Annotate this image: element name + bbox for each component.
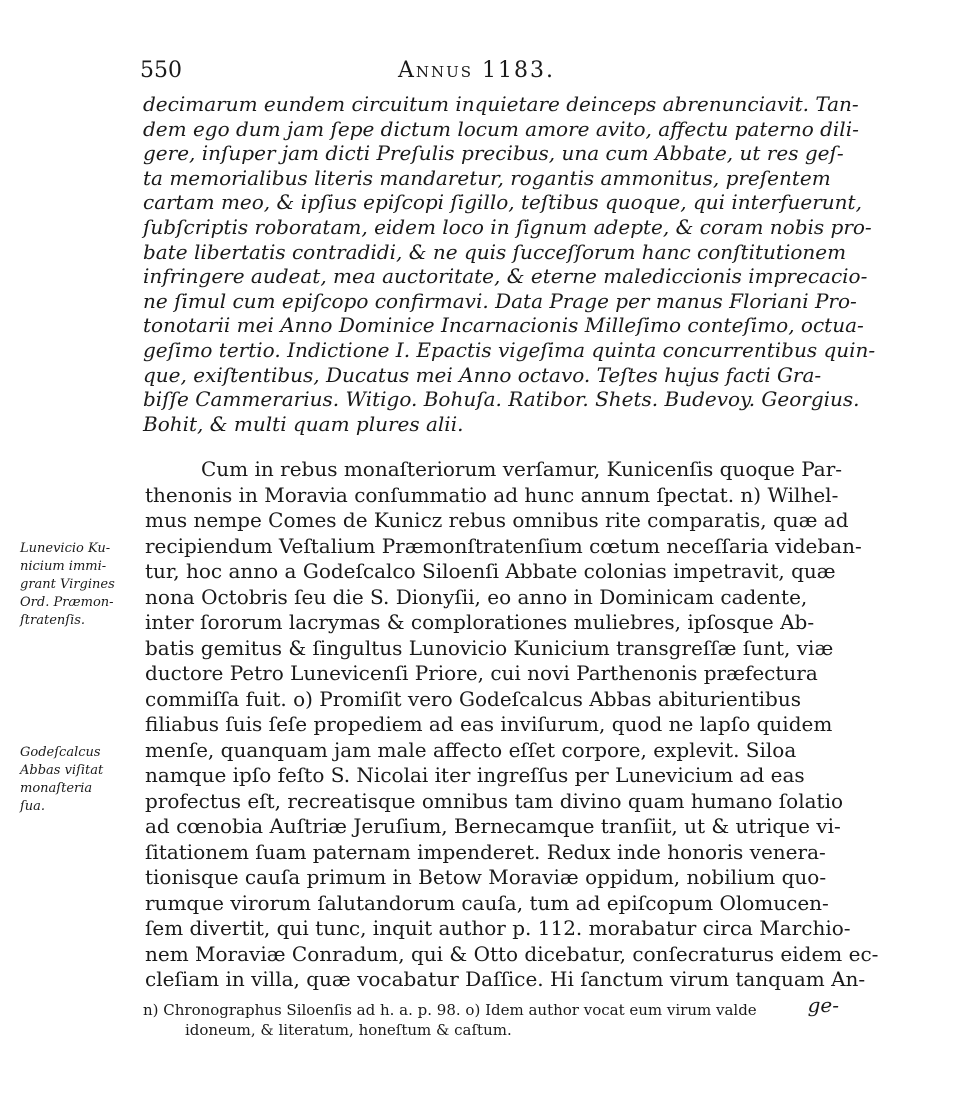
page-number: 550 xyxy=(140,58,182,83)
charter-line: que, exiſtentibus, Ducatus mei Anno octavo. Teſtes hujus facti Gra- xyxy=(143,362,822,387)
charter-line: gere, inſuper jam dicti Preſulis precibus, una cum Abbate, ut res geſ- xyxy=(143,141,844,166)
body-line: batis gemitus & ſingultus Lunovicio Kunicium transgreſſæ ſunt, viæ xyxy=(145,635,834,660)
body-line: mus nempe Comes de Kunicz rebus omnibus rite comparatis, quæ ad xyxy=(145,508,849,532)
body-line: nem Moraviæ Conradum, qui & Otto dicebatur, conſecraturus eidem ec- xyxy=(145,941,879,966)
margin-note-line: monaſteria xyxy=(20,781,93,796)
body-paragraph xyxy=(145,457,879,1018)
catchword: ge- xyxy=(807,992,839,1017)
running-title: Annus 1183. xyxy=(398,58,556,83)
charter-line: ſubſcriptis roboratam, eidem loco in ſignum adepte, & coram nobis pro- xyxy=(143,214,872,239)
charter-line: ne ſimul cum epiſcopo confirmavi. Data Prage per manus Floriani Pro- xyxy=(143,288,857,313)
charter-line: bate libertatis contradidi, & ne quis ſucceſſorum hanc conſtitutionem xyxy=(143,239,847,264)
footnote-line: n) Chronographus Siloenſis ad h. a. p. 98. o) Idem author vocat eum virum valde xyxy=(143,1001,757,1019)
body-line: rumque virorum ſalutandorum cauſa, tum ad epiſcopum Olomucen- xyxy=(145,890,829,915)
margin-note-line: ſtratenſis. xyxy=(20,613,86,628)
charter-line: cartam meo, & ipſius epiſcopi ſigillo, teſtibus quoque, qui interfuerunt, xyxy=(143,190,862,215)
body-line: ſitationem ſuam paternam impenderet. Redux inde honoris venera- xyxy=(145,839,826,864)
body-line: profectus eſt, recreatisque omnibus tam divino quam humano ſolatio xyxy=(145,788,844,813)
charter-line: Bohit, & multi quam plures alii. xyxy=(143,411,464,436)
body-line: namque ipſo feſto S. Nicolai iter ingreſſus per Lunevicium ad eas xyxy=(145,763,805,787)
charter-text xyxy=(143,92,876,436)
margin-note-line: Ord. Præmon- xyxy=(20,595,114,610)
charter-line: biſſe Cammerarius. Witigo. Bohuſa. Ratibor. Shets. Budevoy. Georgius. xyxy=(143,387,860,412)
charter-line: tonotarii mei Anno Dominice Incarnacionis Milleſimo conteſimo, octua- xyxy=(143,313,864,338)
body-line: recipiendum Veſtalium Præmonſtratenſium cœtum neceſſaria videban- xyxy=(145,533,862,558)
body-line: inter ſororum lacrymas & complorationes muliebres, ipſosque Ab- xyxy=(145,610,815,634)
charter-line: geſimo tertio. Indictione I. Epactis vigeſima quinta concurrentibus quin- xyxy=(143,337,876,362)
body-line: cleſiam in villa, quæ vocabatur Daſſice. Hi ſanctum virum tanquam An- xyxy=(145,967,866,991)
charter-line: dem ego dum jam ſepe dictum locum amore avito, affectu paterno dili- xyxy=(143,116,859,141)
body-line: tur, hoc anno a Godeſcalco Siloenſi Abbate colonias impetravit, quæ xyxy=(145,559,836,583)
margin-note-line: nicium immi- xyxy=(20,559,107,574)
margin-note-line: Godeſcalcus xyxy=(20,745,101,760)
margin-note-line: ſua. xyxy=(20,799,46,814)
body-line: thenonis in Moravia conſummatio ad hunc annum ſpectat. n) Wilhel- xyxy=(145,482,839,507)
body-line: tionisque cauſa primum in Betow Moraviæ oppidum, nobilium quo- xyxy=(145,865,827,889)
margin-note-godescalcus xyxy=(20,744,136,816)
body-line: menſe, quanquam jam male affecto eſſet corpore, explevit. Siloa xyxy=(145,737,797,762)
charter-line: decimarum eundem circuitum inquietare deinceps abrenunciavit. Tan- xyxy=(143,92,859,116)
body-line: Cum in rebus monaſteriorum verſamur, Kunicenſis quoque Par- xyxy=(201,457,843,481)
charter-line: infringere audeat, mea auctoritate, & eterne malediccionis imprecacio- xyxy=(143,264,868,289)
margin-note-lunevicio xyxy=(20,540,136,630)
charter-line: ta memorialibus literis mandaretur, rogantis ammonitus, preſentem xyxy=(143,165,831,190)
body-line: filiabus ſuis ſeſe propediem ad eas inviſurum, quod ne lapſo quidem xyxy=(145,712,833,736)
page-header xyxy=(140,58,840,92)
footnotes xyxy=(143,1000,843,1040)
body-line: ductore Petro Lunevicenſi Priore, cui novi Parthenonis præfectura xyxy=(145,661,818,685)
footnote-line: idoneum, & literatum, honeſtum & caſtum. xyxy=(185,1021,512,1039)
body-line: commiſſa fuit. o) Promiſit vero Godeſcalcus Abbas abiturientibus xyxy=(145,686,801,711)
margin-note-line: Lunevicio Ku- xyxy=(20,541,111,556)
margin-note-line: grant Virgines xyxy=(20,577,115,592)
body-line: nona Octobris ſeu die S. Dionyſii, eo anno in Dominicam cadente, xyxy=(145,584,808,609)
body-line: ſem divertit, qui tunc, inquit author p. 112. morabatur circa Marchio- xyxy=(145,916,851,940)
body-line: ad cœnobia Auſtriæ Jeruſium, Bernecamque tranſiit, ut & utrique vi- xyxy=(145,814,841,838)
margin-note-line: Abbas viſitat xyxy=(20,763,104,778)
